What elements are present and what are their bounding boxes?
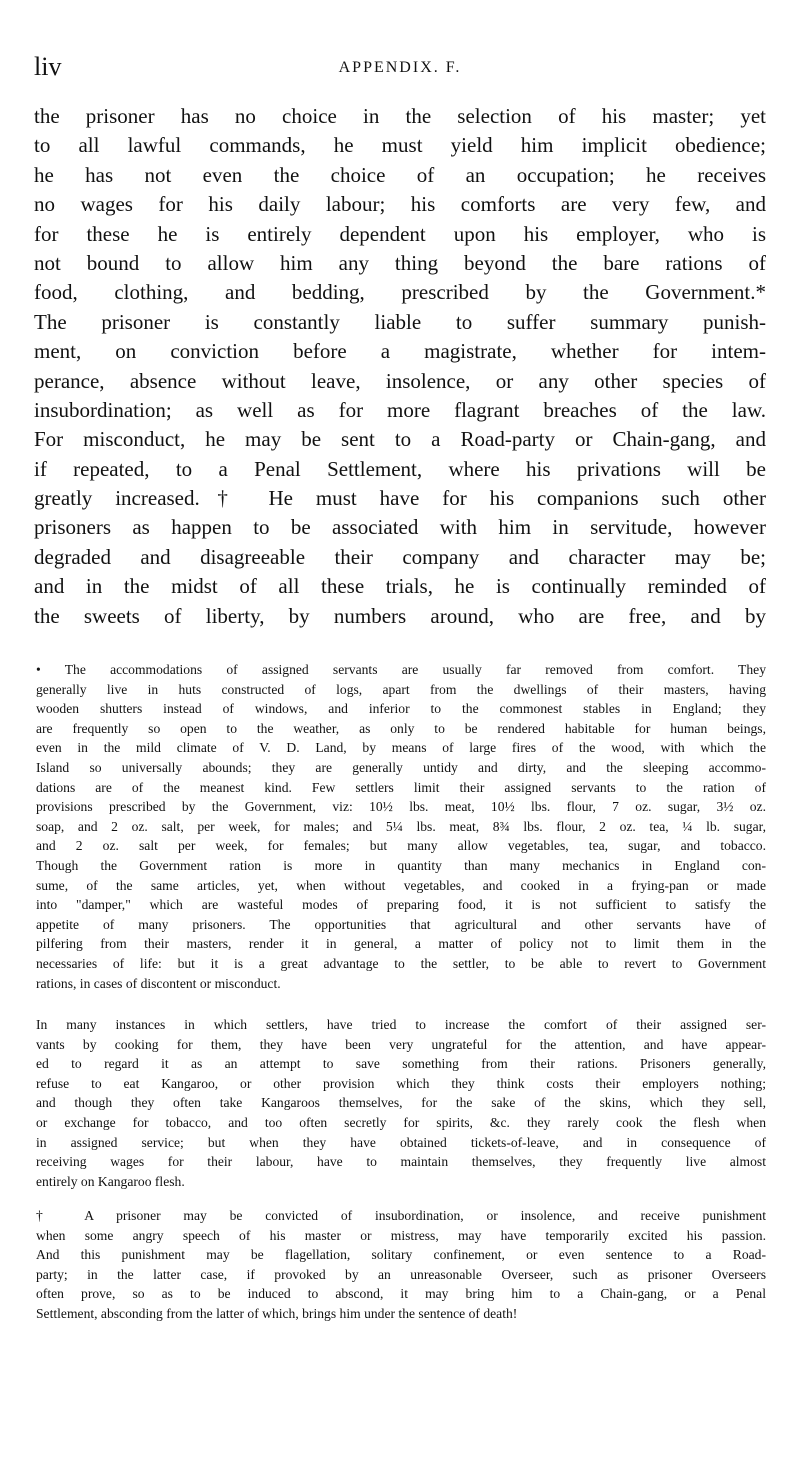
body-line: for these he is entirely dependent upon his employer, who is	[34, 221, 766, 246]
running-head: APPENDIX. F.	[338, 59, 462, 76]
body-line: the prisoner has no choice in the selection of his master; yet	[34, 104, 766, 128]
body-line: degraded and disagreeable their company and character may be;	[34, 544, 766, 569]
body-line: he has not even the choice of an occupation; he receives	[34, 162, 766, 187]
footnote-line: sume, of the same articles, yet, when without vegetables, and cooked in a frying-pan or made	[36, 877, 766, 893]
body-line: insubordination; as well as for more flagrant breaches of the law.	[34, 397, 766, 422]
footnote-line: vants by cooking for them, they have been very ungrateful for the attention, and have appear-	[36, 1036, 766, 1052]
body-line: ment, on conviction before a magistrate, whether for intem-	[34, 339, 766, 364]
footnote-line: party; in the latter case, if provoked by an unreasonable Overseer, such as prisoner Overseers	[36, 1266, 766, 1282]
footnote-line: and though they often take Kangaroos themselves, for the sake of the skins, which they sell,	[36, 1095, 766, 1111]
footnote-line: rations, in cases of discontent or misconduct.	[36, 975, 281, 991]
footnote-dagger	[36, 1206, 766, 1324]
body-line: perance, absence without leave, insolence, or any other species of	[34, 368, 766, 393]
body-line: greatly increased.† He must have for his companions such other	[34, 486, 766, 511]
footnote-line: even in the mild climate of V. D. Land, by means of large fires of the wood, with which the	[36, 740, 766, 756]
footnote-line: refuse to eat Kangaroo, or other provision which they think costs their employers nothing;	[36, 1075, 766, 1091]
body-line: if repeated, to a Penal Settlement, where his privations will be	[34, 456, 766, 481]
footnote-line: are frequently so open to the weather, as only to be rendered habitable for human beings,	[36, 720, 766, 736]
footnote-line: soap, and 2 oz. salt, per week, for males; and 5¼ lbs. meat, 8¾ lbs. flour, 2 oz. tea, ¼ lb. sugar,	[36, 818, 766, 834]
footnote-line: receiving wages for their labour, have to maintain themselves, they frequently live almost	[36, 1154, 766, 1170]
footnote-line: Settlement, absconding from the latter of which, brings him under the sentence of death!	[36, 1305, 518, 1321]
footnote-line: and 2 oz. salt per week, for females; but many allow vegetables, tea, sugar, and tobacco.	[36, 838, 766, 854]
footnote-star-continued	[36, 1015, 766, 1191]
body-line: and in the midst of all these trials, he is continually reminded of	[34, 574, 766, 599]
footnote-line: Island so universally abounds; they are generally untidy and dirty, and the sleeping accommo-	[36, 759, 766, 775]
page-number: liv	[34, 52, 62, 81]
footnote-line: appetite of many prisoners. The opportunities that agricultural and other servants have of	[36, 916, 766, 932]
footnote-line: into "damper," which are wasteful modes of preparing food, it is not sufficient to satisfy the	[36, 897, 766, 913]
footnote-line: often prove, so as to be induced to abscond, it may bring him to a Chain-gang, or a Penal	[36, 1286, 766, 1302]
body-line: no wages for his daily labour; his comforts are very few, and	[34, 192, 766, 217]
footnote-line: ed to regard it as an attempt to save something from their rations. Prisoners generally,	[36, 1056, 766, 1072]
body-line: prisoners as happen to be associated with him in servitude, however	[34, 515, 766, 540]
footnote-star	[36, 660, 766, 993]
footnote-line: And this punishment may be flagellation, solitary confinement, or even sentence to a Road-	[36, 1247, 766, 1263]
footnote-line: when some angry speech of his master or mistress, may have temporarily excited his passion.	[36, 1227, 766, 1243]
body-line: not bound to allow him any thing beyond the bare rations of	[34, 250, 766, 275]
footnote-line: In many instances in which settlers, have tried to increase the comfort of their assigned ser-	[36, 1017, 766, 1032]
footnote-line: in assigned service; but when they have obtained tickets-of-leave, and in consequence of	[36, 1134, 766, 1150]
body-line: the sweets of liberty, by numbers around, who are free, and by	[34, 603, 766, 628]
footnote-line: wooden shutters instead of windows, and inferior to the commonest stables in England; they	[36, 701, 766, 717]
body-line: food, clothing, and bedding, prescribed by the Government.*	[34, 280, 766, 305]
footnote-line: dations are of the meanest kind. Few settlers limit their assigned servants to the ration of	[36, 779, 766, 795]
body-text	[34, 102, 766, 631]
footnote-line: entirely on Kangaroo flesh.	[36, 1173, 185, 1189]
footnote-line: necessaries of life: but it is a great advantage to the settler, to be able to revert to Government	[36, 955, 766, 971]
footnote-line: • The accommodations of assigned servants are usually far removed from comfort. They	[36, 662, 766, 677]
footnote-line: pilfering from their masters, render it in general, a matter of policy not to limit them in the	[36, 936, 766, 952]
page-header	[34, 52, 766, 86]
body-line: For misconduct, he may be sent to a Road-party or Chain-gang, and	[34, 427, 766, 452]
footnote-line: Though the Government ration is more in quantity than many mechanics in England con-	[36, 857, 766, 873]
footnote-line: † A prisoner may be convicted of insubordination, or insolence, and receive punishment	[36, 1208, 766, 1223]
footnote-line: generally live in huts constructed of logs, apart from the dwellings of their masters, having	[36, 681, 766, 697]
footnote-line: provisions prescribed by the Government, viz: 10½ lbs. meat, 10½ lbs. flour, 7 oz. sugar, 3½ oz.	[36, 799, 766, 815]
body-line: to all lawful commands, he must yield him implicit obedience;	[34, 133, 766, 158]
footnote-line: or exchange for tobacco, and too often secretly for spirits, &c. they rarely cook the flesh when	[36, 1114, 766, 1130]
body-line: The prisoner is constantly liable to suffer summary punish-	[34, 309, 766, 334]
